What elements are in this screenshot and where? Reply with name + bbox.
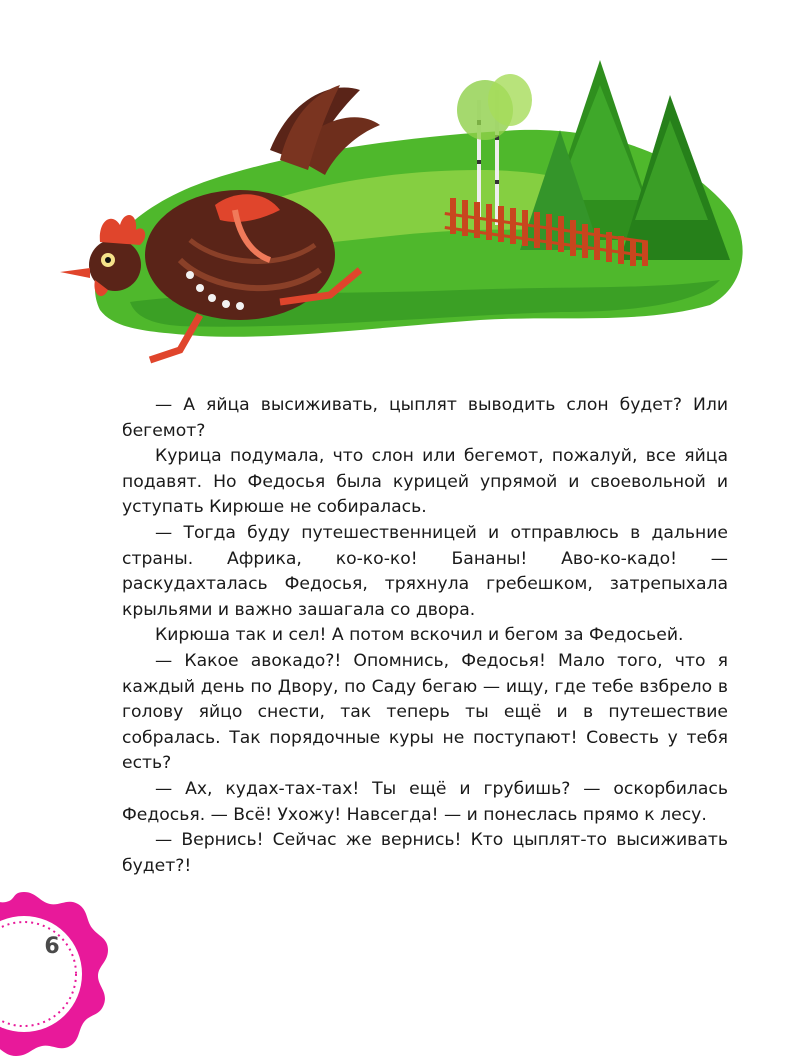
paragraph: — Тогда буду путешественницей и отправлюсь в дальние страны. Африка, ко-ко-ко! Бананы! Аво-ко-кадо! — раскудахталась Федосья, тряхнула гребешком, затрепыхала крыльями и важно зашагала со двора. — [122, 522, 728, 620]
paragraph: — Какое авокадо?! Опомнись, Федосья! Мало того, что я каждый день по Двору, по Саду бегаю — ищу, где тебе взбрело в голову яйцо снести, так теперь ты ещё и в путешествие собралась. Так порядочные куры не поступают! Совесть у тебя есть? — [122, 650, 728, 774]
paragraph: Кирюша так и сел! А потом вскочил и бегом за Федосьей. — [155, 625, 684, 646]
page-number: 6 — [44, 934, 60, 959]
paragraph: — А яйца высиживать, цыплят выводить слон будет? Или бегемот? — [122, 395, 728, 441]
paragraph: — Ах, кудах-тах-тах! Ты ещё и грубишь? — оскорбилась Федосья. — Всё! Ухожу! Навсегда! — и понеслась прямо к лесу. — [122, 778, 728, 825]
paragraph: — Вернись! Сейчас же вернись! Кто цыплят-то высиживать будет?! — [122, 830, 728, 876]
page-number-badge — [0, 888, 108, 1056]
hen-forest-illustration — [40, 40, 760, 380]
paragraph: Курица подумала, что слон или бегемот, пожалуй, все яйца подавят. Но Федосья была курицей упрямой и своевольной и уступать Кирюше не собиралась. — [122, 446, 728, 518]
story-text — [122, 393, 728, 879]
